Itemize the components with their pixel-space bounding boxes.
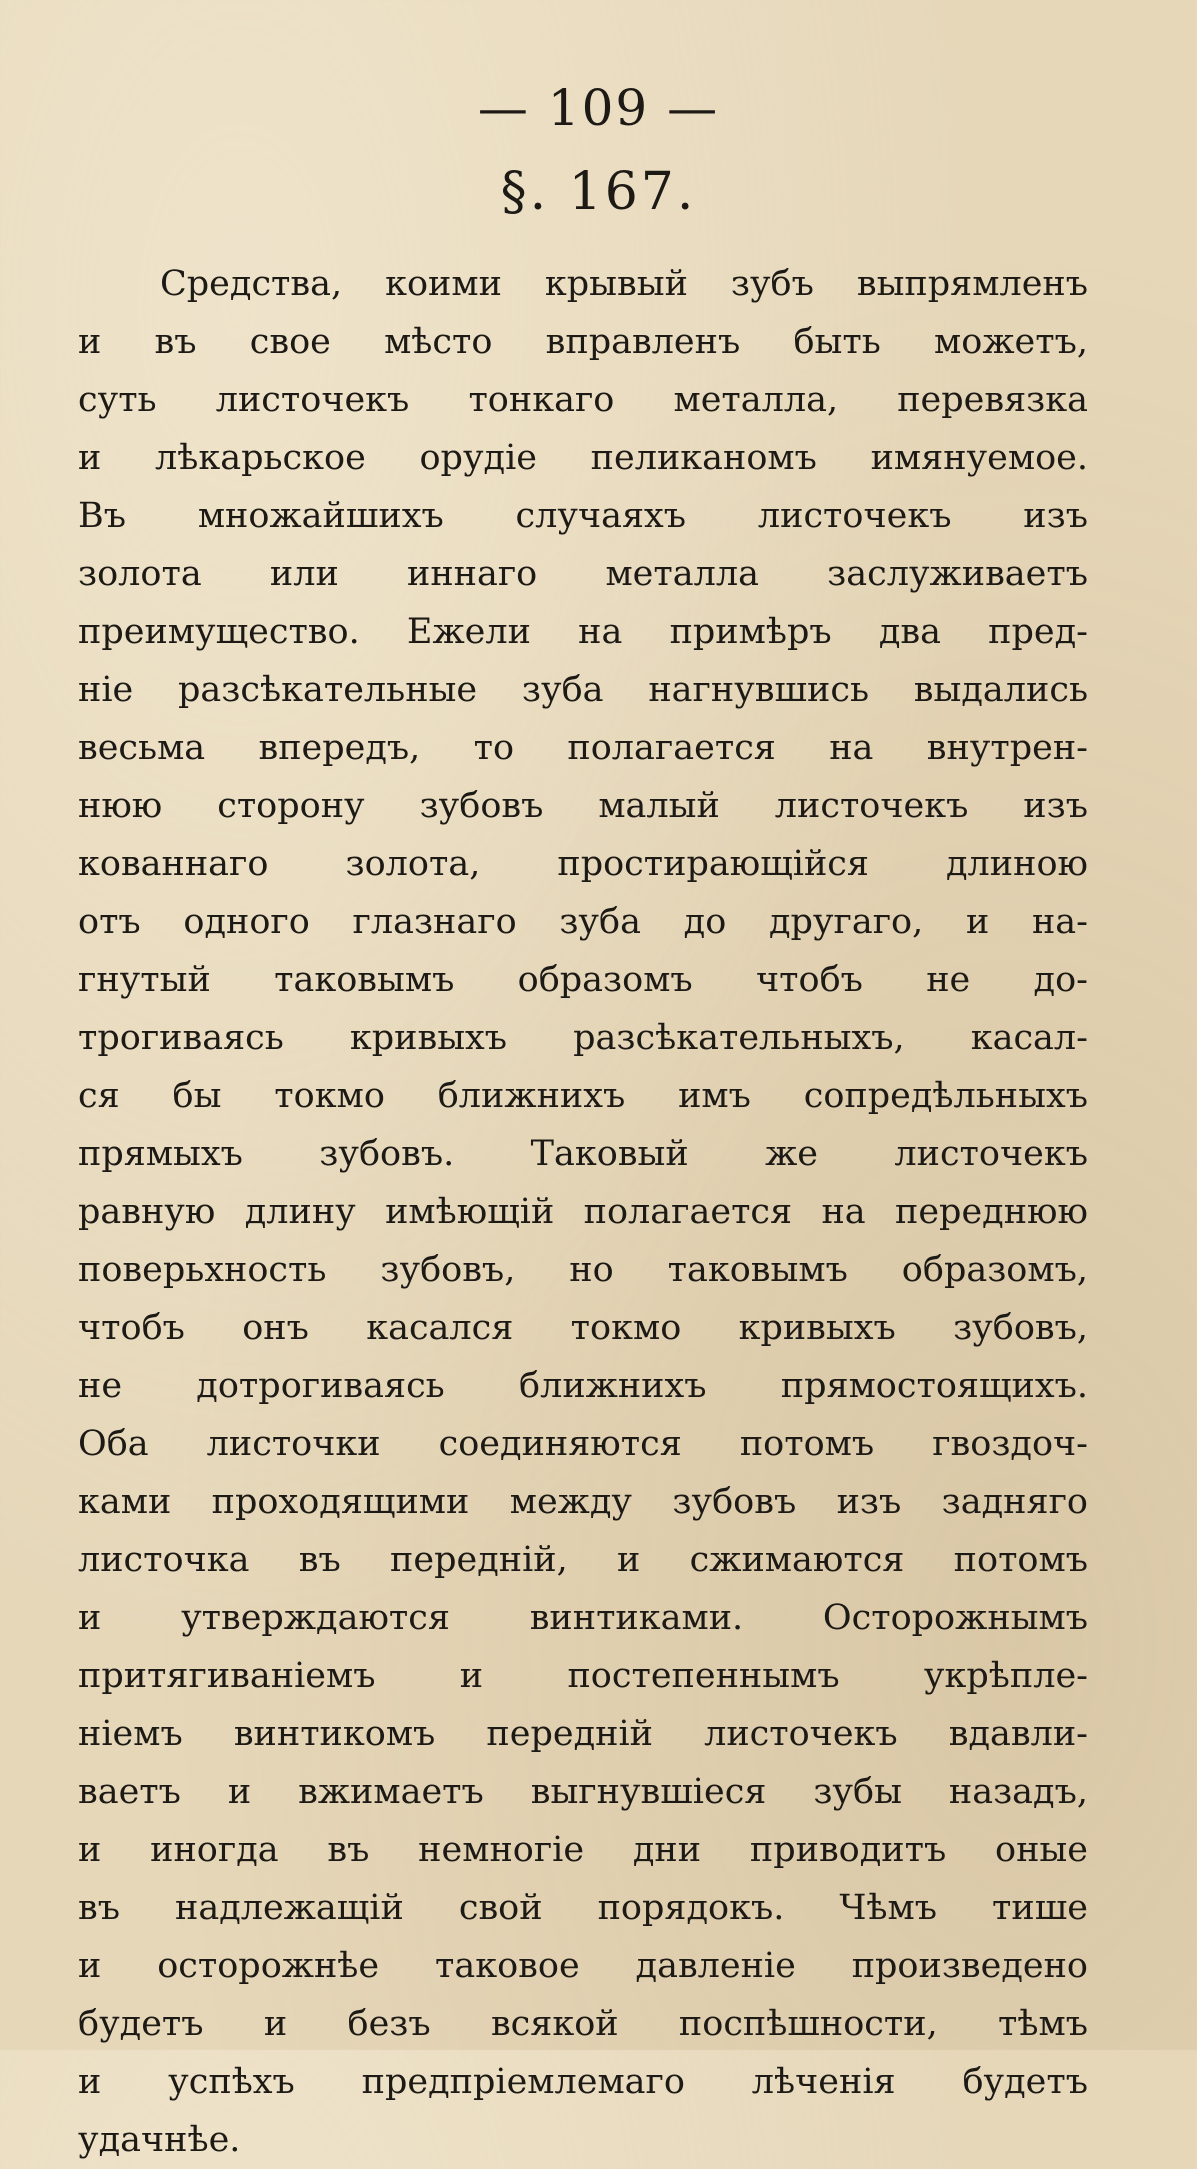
text-line: весьма впередъ, то полагается на внутрен- [78,728,1088,768]
text-line: гнутый таковымъ образомъ чтобъ не до- [78,960,1088,1000]
text-line: будетъ и безъ всякой поспѣшности, тѣмъ [78,2004,1088,2044]
text-line: золота или иннаго металла заслуживаетъ [78,554,1088,594]
text-line: и осторожнѣе таковое давленіе произведено [78,1946,1088,1986]
text-line: трогиваясь кривыхъ разсѣкательныхъ, касал- [78,1018,1088,1058]
page-number-header: — 109 — [477,79,720,137]
text-line: Средства, коими крывый зубъ выпрямленъ [160,264,1088,304]
text-line: и утверждаются винтиками. Осторожнымъ [78,1598,1088,1638]
text-line: ками проходящими между зубовъ изъ задняго [78,1482,1088,1522]
text-line: и иногда въ немногіе дни приводитъ оные [78,1830,1088,1870]
text-line: листочка въ передній, и сжимаются потомъ [78,1540,1088,1580]
text-line: и лѣкарьское орудіе пеликаномъ имянуемое. [78,438,1088,478]
text-line: ніе разсѣкательные зуба нагнувшись выдались [78,670,1088,710]
text-line: притягиваніемъ и постепеннымъ укрѣпле- [78,1656,1088,1696]
section-heading: §. 167. [500,162,697,222]
text-line: въ надлежащій свой порядокъ. Чѣмъ тише [78,1888,1088,1928]
text-line: прямыхъ зубовъ. Таковый же листочекъ [78,1134,1088,1174]
text-line: ся бы токмо ближнихъ имъ сопредѣльныхъ [78,1076,1088,1116]
text-line: Оба листочки соединяются потомъ гвоздоч- [78,1424,1088,1464]
text-line: нюю сторону зубовъ малый листочекъ изъ [78,786,1088,826]
text-line: Въ множайшихъ случаяхъ листочекъ изъ [78,496,1088,536]
text-line: суть листочекъ тонкаго металла, перевязка [78,380,1088,420]
text-line: и успѣхъ предпріемлемаго лѣченія будетъ [78,2062,1088,2102]
text-line: отъ одного глазнаго зуба до другаго, и на- [78,902,1088,942]
paragraph [78,255,1088,2169]
text-line: удачнѣе. [78,2120,241,2160]
text-line: ваетъ и вжимаетъ выгнувшіеся зубы назадъ, [78,1772,1088,1812]
text-line: чтобъ онъ касался токмо кривыхъ зубовъ, [78,1308,1088,1348]
text-line: и въ свое мѣсто вправленъ быть можетъ, [78,322,1088,362]
text-line: поверьхность зубовъ, но таковымъ образомъ, [78,1250,1088,1290]
text-line: преимущество. Ежели на примѣръ два пред- [78,612,1088,652]
text-line: равную длину имѣющій полагается на переднюю [78,1192,1088,1232]
text-line: кованнаго золота, простирающійся длиною [78,844,1088,884]
text-line: ніемъ винтикомъ передній листочекъ вдавли- [78,1714,1088,1754]
text-line: не дотрогиваясь ближнихъ прямостоящихъ. [78,1366,1088,1406]
